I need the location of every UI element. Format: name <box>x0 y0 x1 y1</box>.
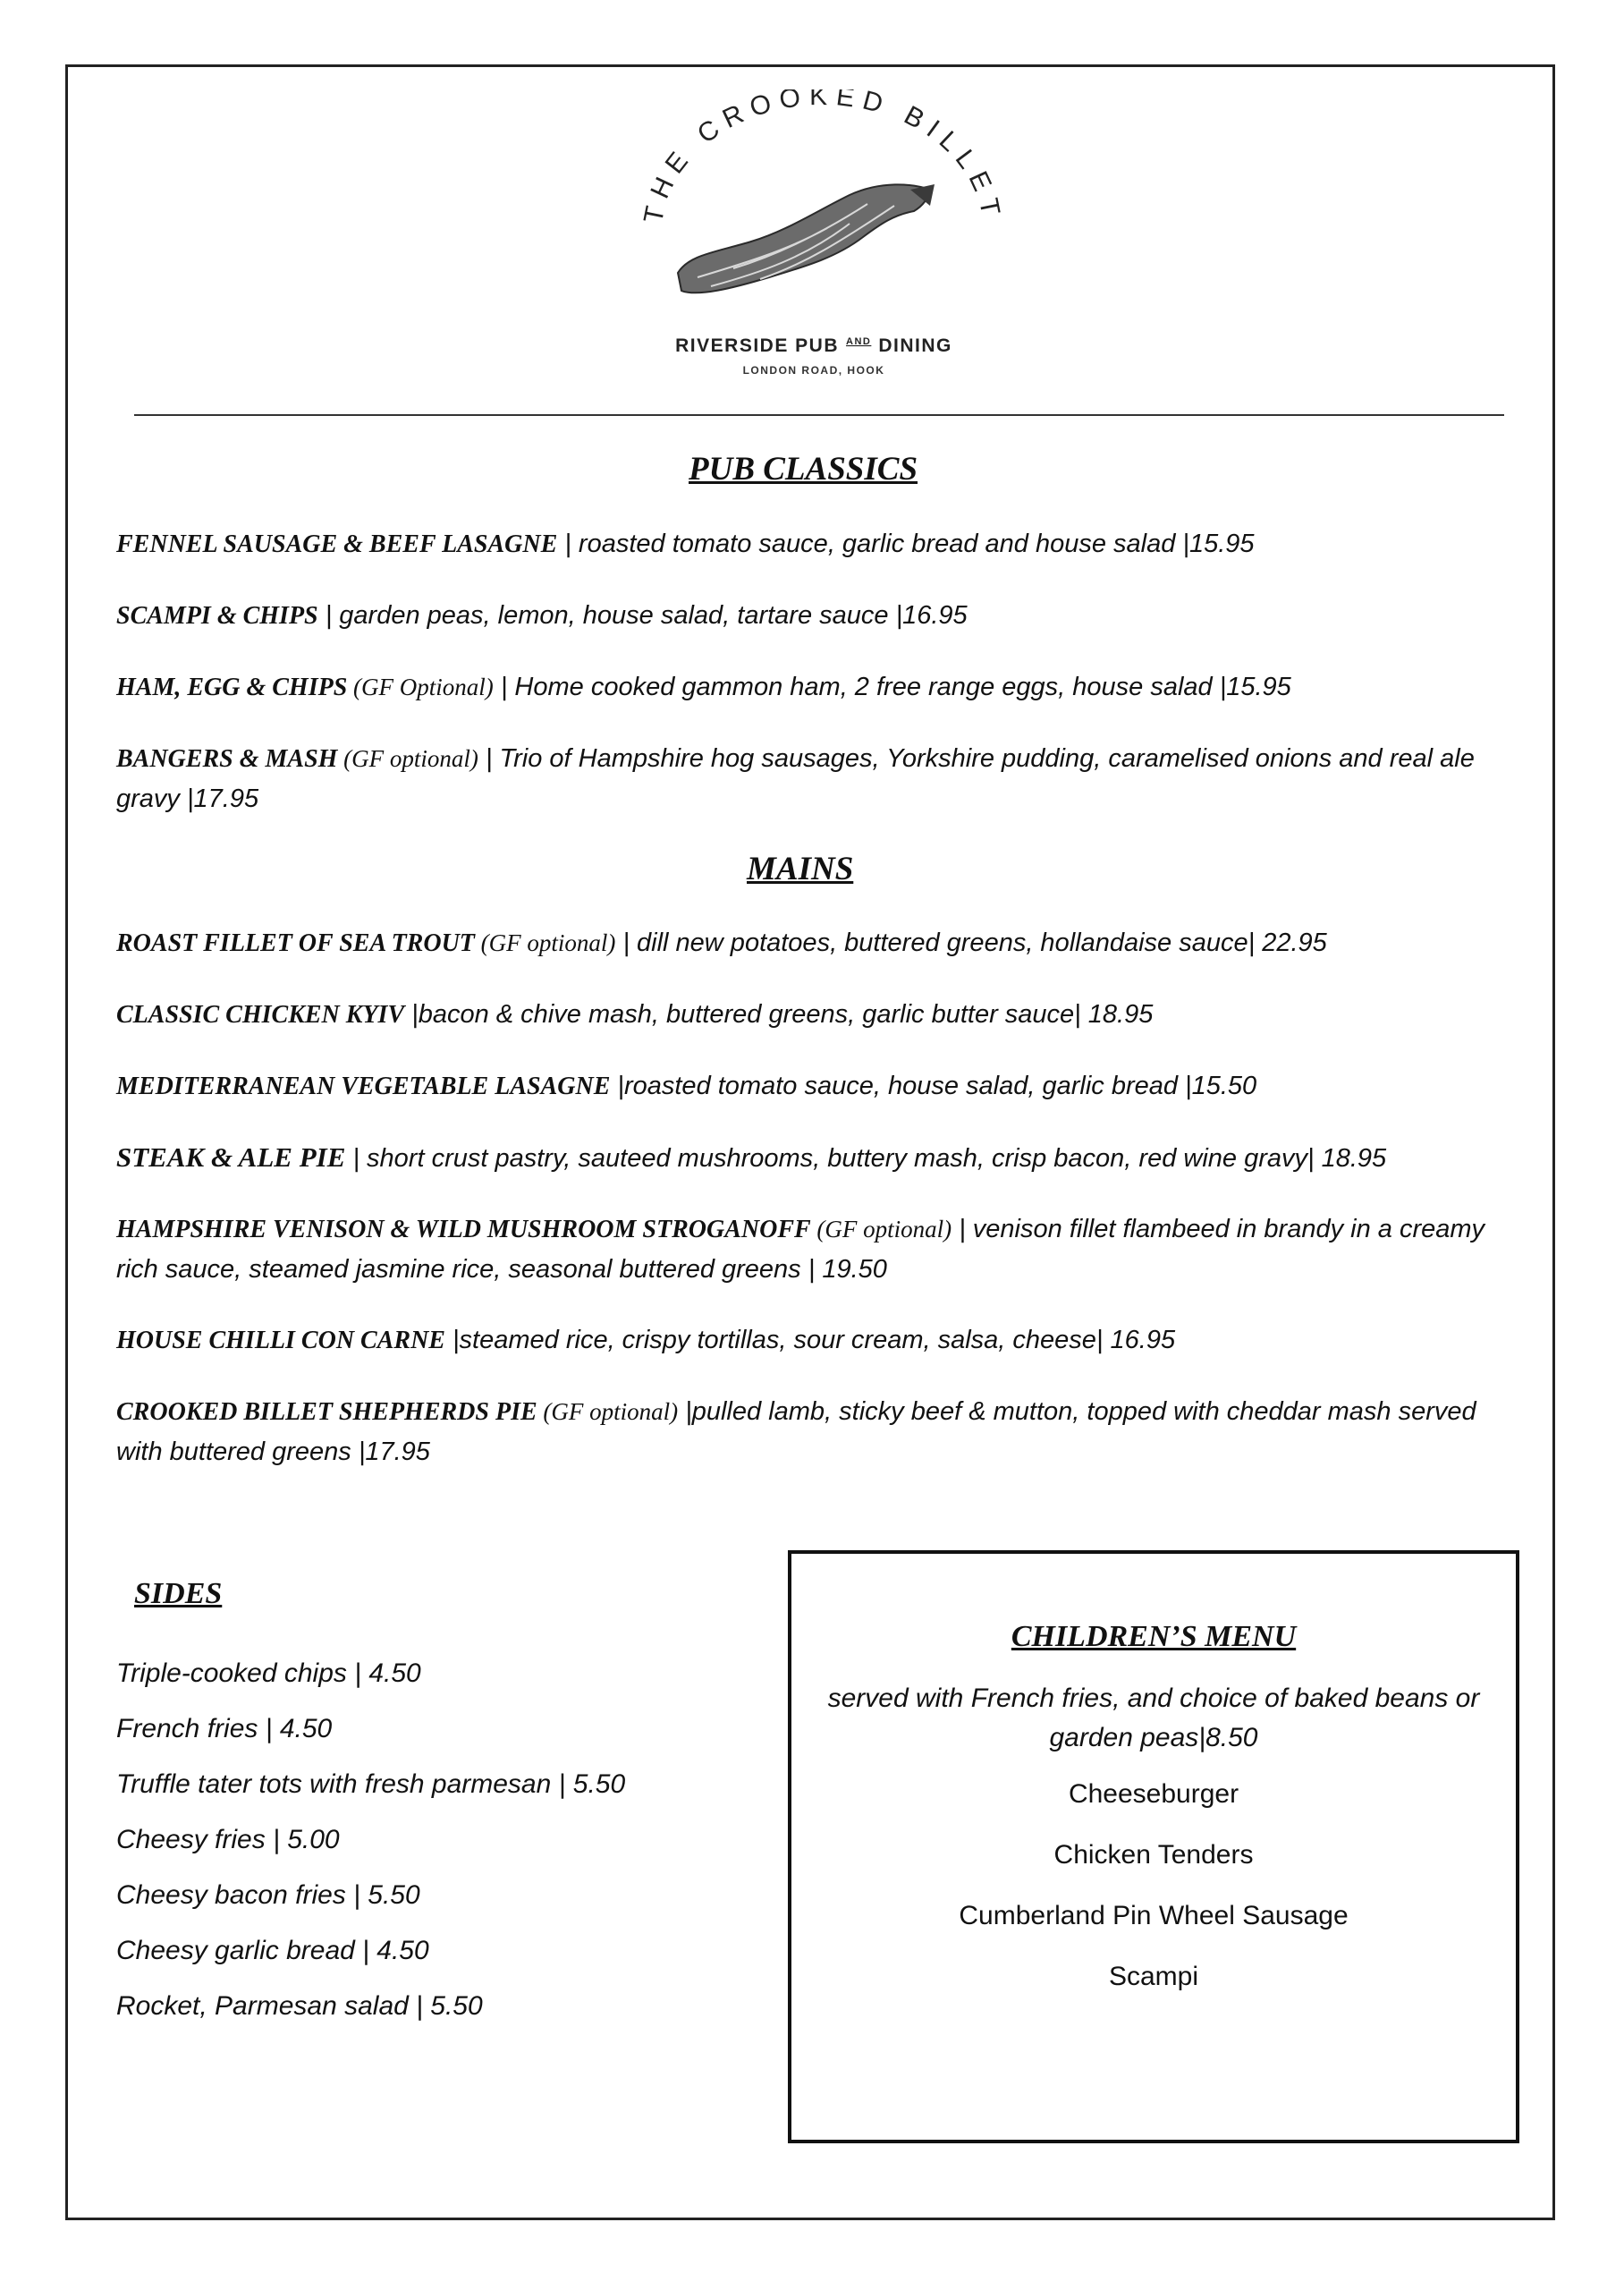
menu-item-scampi-chips: SCAMPI & CHIPS | garden peas, lemon, house salad, tartare sauce |16.95 <box>116 601 968 630</box>
childrens-menu-title: CHILDREN’S MENU <box>1011 1620 1297 1653</box>
side-item: Triple-cooked chips | 4.50 <box>116 1658 421 1688</box>
menu-item-shepherds-pie: CROOKED BILLET SHEPHERDS PIE (GF optional) |pulled lamb, sticky beef & mutton, topped with cheddar mash served with buttered greens |17.95 <box>116 1397 1476 1466</box>
header-divider <box>134 414 1504 416</box>
driftwood-billet-graphic <box>678 184 935 293</box>
menu-item-ham-egg-chips: HAM, EGG & CHIPS (GF Optional) | Home cooked gammon ham, 2 free range eggs, house salad |15.95 <box>116 673 1291 701</box>
menu-item-chicken-kyiv: CLASSIC CHICKEN KYIV |bacon & chive mash, buttered greens, garlic butter sauce| 18.95 <box>116 1000 1154 1029</box>
mains-title: MAINS <box>747 851 854 887</box>
side-item: Cheesy fries | 5.00 <box>116 1825 340 1854</box>
side-item: Cheesy garlic bread | 4.50 <box>116 1936 429 1965</box>
menu-item-steak-ale-pie: STEAK & ALE PIE | short crust pastry, sauteed mushrooms, buttery mash, crisp bacon, red wine gravy| 18.95 <box>116 1141 1387 1173</box>
logo-address: LONDON ROAD, HOOK <box>742 364 885 377</box>
menu-item-veg-lasagne: MEDITERRANEAN VEGETABLE LASAGNE |roasted tomato sauce, house salad, garlic bread |15.50 <box>116 1072 1257 1100</box>
menu-item-bangers-mash: BANGERS & MASH (GF optional) | Trio of Hampshire hog sausages, Yorkshire pudding, caramelised onions and real ale gravy |17.95 <box>116 744 1475 813</box>
logo-tagline: RIVERSIDE PUB $^{AND}$ DINING <box>675 335 952 356</box>
menu-item-venison-stroganoff: HAMPSHIRE VENISON & WILD MUSHROOM STROGANOFF (GF optional) | venison fillet flambeed in brandy in a creamy rich sauce, steamed jasmine rice, seasonal buttered greens | 19.50 <box>116 1215 1485 1284</box>
crooked-billet-logo <box>626 89 1002 385</box>
side-item: Rocket, Parmesan salad | 5.50 <box>116 1991 483 2021</box>
logo-graphic <box>626 89 1002 385</box>
kids-item-sausage: Cumberland Pin Wheel Sausage <box>959 1901 1349 1930</box>
pub-classics-title: PUB CLASSICS <box>689 451 918 488</box>
logo-wordmark: THE CROOKED BILLE <box>639 89 1001 226</box>
kids-item-scampi: Scampi <box>1108 1962 1199 1991</box>
childrens-menu-intro: served with French fries, and choice of baked beans or garden peas|8.50 <box>827 1684 1480 1752</box>
menu-item-chilli-con-carne: HOUSE CHILLI CON CARNE |steamed rice, crispy tortillas, sour cream, salsa, cheese| 16.95 <box>116 1326 1176 1354</box>
kids-item-cheeseburger: Cheeseburger <box>1068 1779 1239 1809</box>
side-item: Truffle tater tots with fresh parmesan | 5.50 <box>116 1769 626 1799</box>
side-item: French fries | 4.50 <box>116 1714 333 1743</box>
menu-item-fennel-lasagne: FENNEL SAUSAGE & BEEF LASAGNE | roasted tomato sauce, garlic bread and house salad |15.95 <box>116 530 1255 558</box>
side-item: Cheesy bacon fries | 5.50 <box>116 1880 420 1910</box>
childrens-menu-box <box>788 1550 1519 2143</box>
menu-item-sea-trout: ROAST FILLET OF SEA TROUT (GF optional) | dill new potatoes, buttered greens, hollandaise sauce| 22.95 <box>116 929 1327 957</box>
kids-item-chicken-tenders: Chicken Tenders <box>1053 1840 1254 1870</box>
sides-title: SIDES <box>134 1577 223 1610</box>
